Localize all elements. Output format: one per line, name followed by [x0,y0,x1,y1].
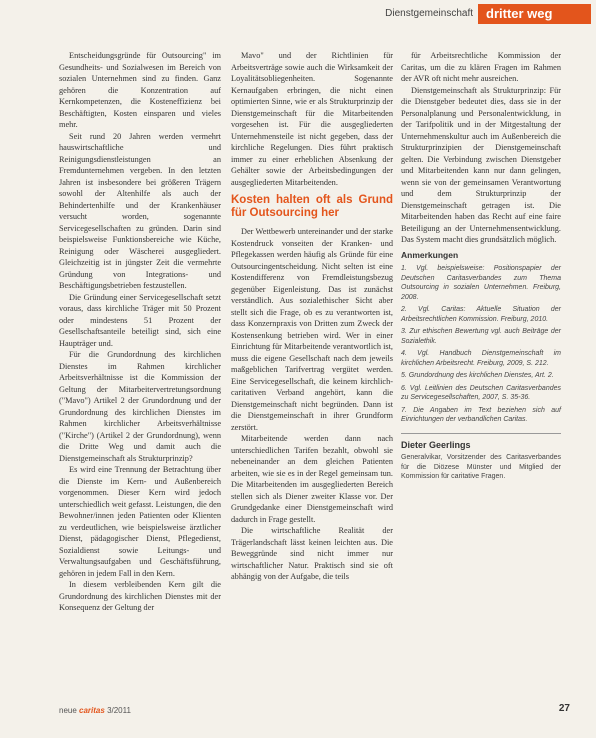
paragraph: Seit rund 20 Jahren werden vermehrt hauswirtschaftliche und Reinigungsdienstleistungen an Fremdunternehmen vergeben. In den letzten Jahren ist insbesondere bei größeren Trägern sowohl der Altenhilfe als auch der Behindertenhilfe und der Krankenhäuser versucht worden, sogenannte Servicegesellschaften zu gründen. Darin sind beispielsweise Funktionsbereiche wie Küche, Reinigung oder Wäscherei ausgegliedert. Gleichzeitig ist in jüngster Zeit die vermehrte Gründung von Integrations- und Beschäftigungsbetrieben festzustellen. [59,131,221,290]
paragraph: Der Wettbewerb untereinander und der starke Kostendruck vonseiten der Kranken- und Pflegekassen werden häufig als Gründe für eine Outsourcingentscheidung. Nicht selten ist eine Kostendifferenz von Fremdleistungsbezug gegenüber Eigenleistung. Das ist zunächst verständlich. Aus sozialethischer Sicht aber stellt sich die Frage, ob es zu verantworten ist, dass Konzernpraxis von Dritten zum Zweck der Kostensenkung betrieben wird. Wer in einer Einrichtung für Mitarbeitende verantwortlich ist, muss die eigene Gesellschaft nach dem jeweils maßgeblichen Tarifvertrag vergütet werden. Eine Servicegesellschaft, die keinem kirchlich-caritativen Verband angehört, kann die Dienstgemeinschaft nicht begründen. Dann ist die Dienstgemeinschaft in ihrer Grundform zerstört. [231,227,393,432]
footnote: 6. Vgl. Leitlinien des Deutschen Caritasverbandes zu Servicegesellschaften, 2007, S. 35-36. [401,384,561,401]
magazine-name: caritas [79,706,105,715]
author-name: Dieter Geerlings [401,439,471,450]
column-left [59,50,221,695]
footnote: 3. Zur ethischen Bewertung vgl. auch Beiträge der Sozialethik. [401,328,561,345]
paragraph: Mavo" und der Richtlinien für Arbeitsverträge sowie auch die Wirksamkeit der Loyalitätsobliegenheiten. Sogenannte Kernaufgaben erbringen, die nicht einen optimierten Sinne, wie er als Strukturprinzip der Dienstgemeinschaft für die Mitarbeitenden vorgesehen ist. Für die ausgegliederten Unternehmensteile ist nicht gegeben, dass der kirchliche Regelungen. Dies führt praktisch immer zu einer erheblichen Absenkung der Gehälter sowie der Arbeitsbedingungen der ausgegliederten Mitarbeitenden. [231,51,393,187]
paragraph: In diesem verbleibenden Kern gilt die Grundordnung des kirchlichen Dienstes mit der Konsequenz der Geltung der [59,580,221,612]
issue-number: 3/2011 [107,706,131,715]
footnote: 7. Die Angaben im Text beziehen sich auf Einrichtungen der verbandlichen Caritas. [401,406,561,423]
paragraph: für Arbeitsrechtliche Kommission der Caritas, um die zu klären Fragen im Rahmen der AVR oft nicht mehr ausreichen. [401,51,561,83]
section-title: Dienstgemeinschaft [385,8,473,19]
paragraph: Die Gründung einer Servicegesellschaft setzt voraus, dass kirchliche Träger mit 50 Prozent oder mindestens 51 Prozent der Gesellschaftsanteile beteiligt sind, sich eine Haupträger und. [59,292,221,348]
page-number: 27 [558,703,570,714]
paragraph: Mitarbeitende werden dann nach unterschiedlichen Tarifen bezahlt, obwohl sie nebeneinander an dem gleichen Patienten arbeiten, wie sie es in der Regel gemeinsam tun. Die Mitarbeitenden im ausgegliederten Bereich stellen sich als Diener zweiter Klasse vor. Der Grundgedanke einer Dienstgemeinschaft wird dadurch in Frage gestellt. [231,434,393,524]
paragraph: Dienstgemeinschaft als Strukturprinzip: Für die Dienstgeber bedeutet dies, dass sie in der Personalplanung und Personalentwicklung, in der Tarifpolitik und in der Mitgestaltung der Unternehmenskultur auch im Außenbereich die Strukturprinzipien der Dienstgemeinschaft gelten. Die Verbindung zwischen Dienstgeber und Mitarbeitenden kann nur dann gelingen, wenn sie von der gemeinsamen Verantwortung und dem Strukturprinzip der Dienstgemeinschaft getragen ist. Die Mitarbeitenden haben das Recht auf eine faire Beteiligung an der Unternehmensentwicklung. Das System macht dies grundsätzlich möglich. [401,85,561,244]
column-right [401,50,561,482]
notes-heading: Anmerkungen [401,249,459,260]
footnote: 5. Grundordnung des kirchlichen Dienstes, Art. 2. [401,372,554,379]
footer-magazine [59,706,131,715]
subheading: Kosten halten oft als Grund für Outsourcing her [231,194,393,219]
author-bio: Generalvikar, Vorsitzender des Caritasverbandes für die Diözese Münster und Mitglied der Kommission für caritative Fragen. [401,454,561,480]
footer-prefix: neue [59,706,77,715]
footnotes-list [401,264,561,425]
footnote: 4. Vgl. Handbuch Dienstgemeinschaft im kirchlichen Arbeitsrecht. Freiburg, 2009, S. 212. [401,350,561,367]
column-middle [231,50,393,695]
paragraph: Für die Grundordnung des kirchlichen Dienstes im Rahmen kirchlicher Arbeitsverhältnisse ist die Kommission der Geltung der Mitarbeitervertretungsordnung ("Mavo") Artikel 2 der Grundordnung und der Grundordnung des kirchlichen Dienstes im Rahmen kirchlicher Arbeitsverhältnisse ("Kirche") (Artikel 2 der Grundordnung), wenn die Dritte Weg und damit auch die Dienstgemeinschaft als Strukturprinzip? [59,350,221,463]
footnote: 1. Vgl. beispielsweise: Positionspapier der Deutschen Caritasverbandes zum Thema Outsourcing in sozialen Unternehmen. Freiburg, 2008. [401,265,561,301]
paragraph: Es wird eine Trennung der Betrachtung über die Dienste im Kern- und Außenbereich vorgenommen. Dieser Kern wird jedoch unterschiedlich weit gefasst. Leistungen, die den Bewohner/innen jeden Patienten oder Klienten zu verdeutlichen, wie beispielsweise ärztlicher Dienst, pädagogischer Dienst, Pflegedienst, Sozialdienst sowie Leitungs- und Verwaltungsaufgaben und Geschäftsführung, gehören in jedem Fall in den Kern. [59,465,221,578]
paragraph: Entscheidungsgründe für Outsourcing" im Gesundheits- und Sozialwesen im Bereich von sozialen Unternehmen sind zu finden. Ganz gehören die Konzentration auf Kernkompetenzen, die Kosteneffizienz bei Beschäftigten, Kosten einsparen und vieles mehr. [59,51,221,129]
section-badge: dritter weg [478,4,591,24]
paragraph: Die wirtschaftliche Realität der Trägerlandschaft lässt keinen leichten aus. Die Beweggründe sind nicht immer nur wirtschaftlicher Natur. Praktisch sind sie oft abhängig von der Aufgabe, die teils [231,526,393,581]
divider [401,433,561,434]
footnote: 2. Vgl. Caritas: Aktuelle Situation der Arbeitsrechtlichen Kommission. Freiburg, 2010. [401,306,561,323]
